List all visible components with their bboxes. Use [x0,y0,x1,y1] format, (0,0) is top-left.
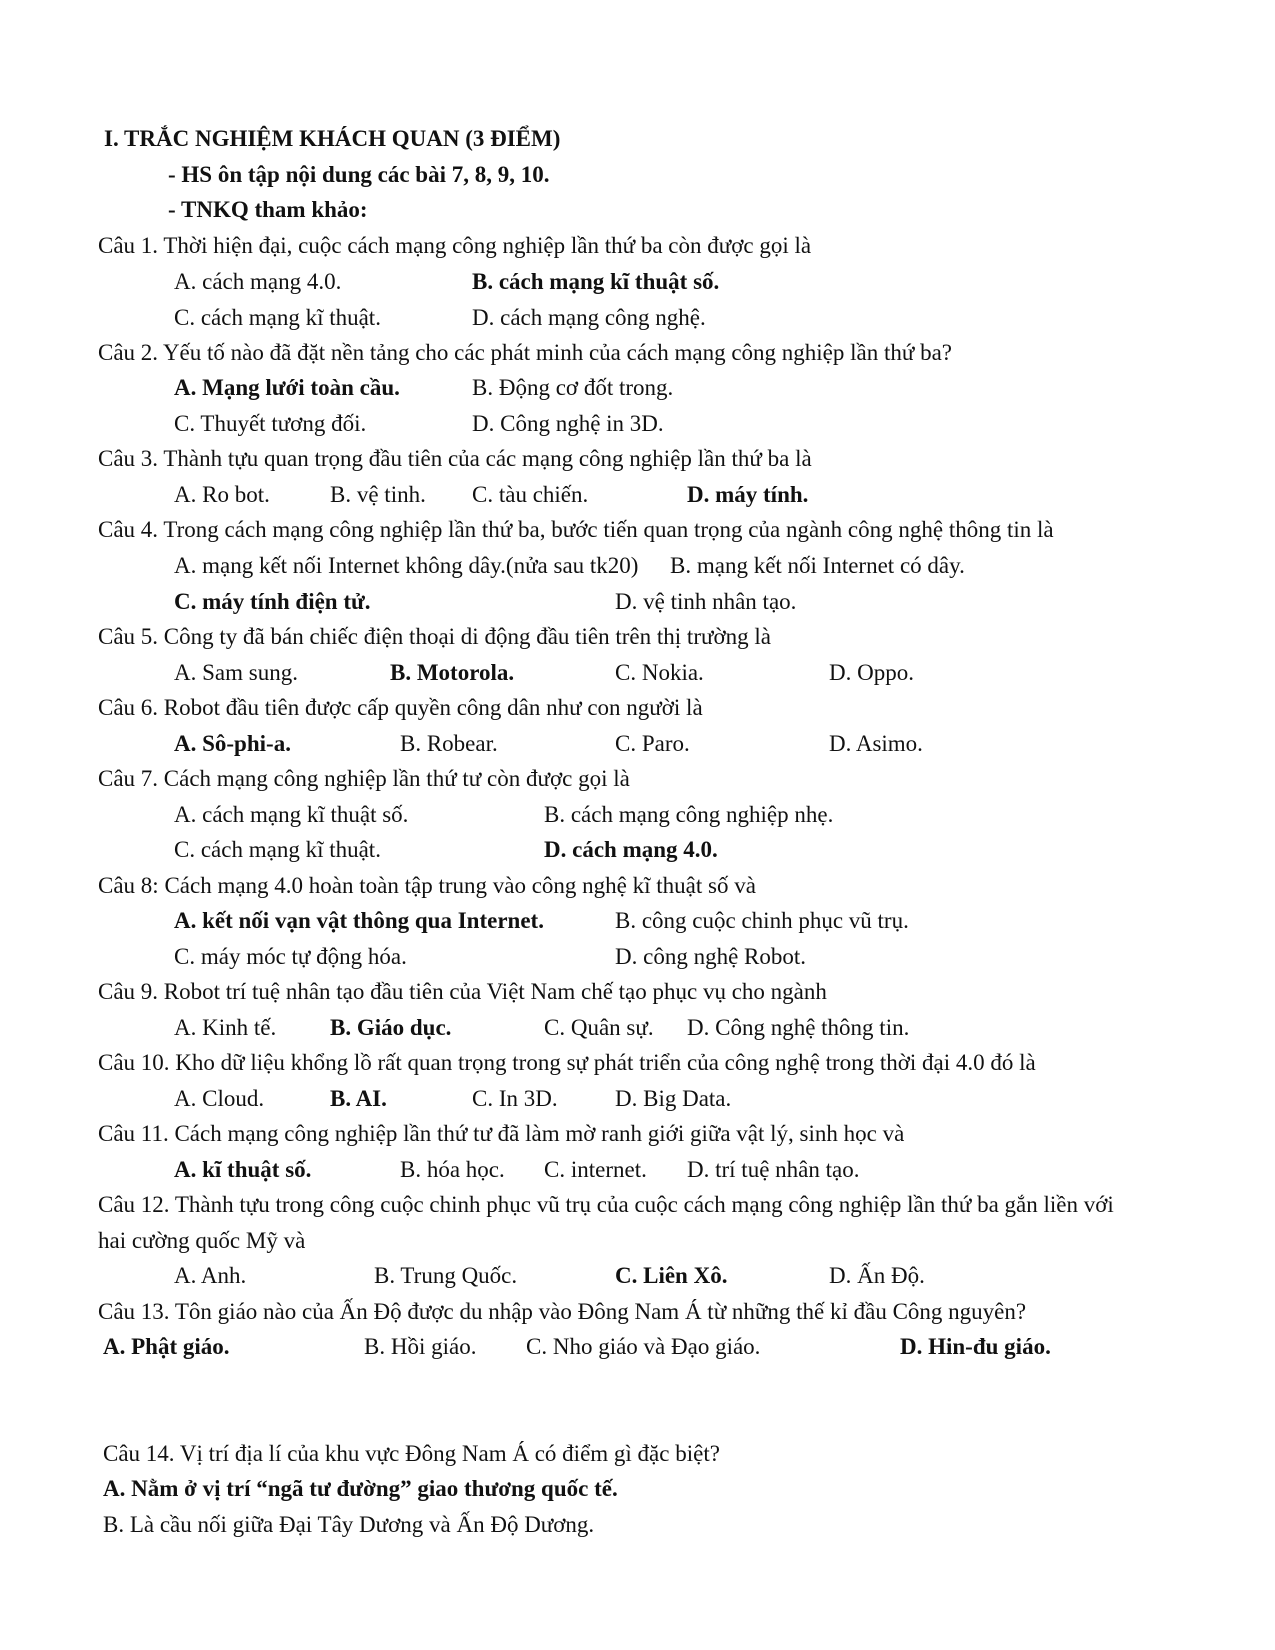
question-10-option-a: A. Cloud. [174,1086,265,1111]
question-1-option-a: A. cách mạng 4.0. [174,269,342,294]
question-9-option-d: D. Công nghệ thông tin. [687,1015,910,1040]
question-13-option-b: B. Hồi giáo. [364,1334,477,1359]
question-12-stem: Câu 12. Thành tựu trong công cuộc chinh phục vũ trụ của cuộc cách mạng công nghiệp lần thứ ba gắn liền với [98,1192,1114,1217]
question-2-option-d: D. Công nghệ in 3D. [472,411,664,436]
question-10-option-d: D. Big Data. [615,1086,732,1111]
question-12-option-c: C. Liên Xô. [615,1263,728,1288]
question-7-stem: Câu 7. Cách mạng công nghiệp lần thứ tư còn được gọi là [98,766,630,791]
question-3-option-c: C. tàu chiến. [472,482,589,507]
question-8-stem: Câu 8: Cách mạng 4.0 hoàn toàn tập trung vào công nghệ kĩ thuật số và [98,873,756,898]
question-9-option-c: C. Quân sự. [544,1015,654,1040]
question-7-option-a: A. cách mạng kĩ thuật số. [174,802,409,827]
question-13-option-d: D. Hin-đu giáo. [900,1334,1051,1359]
question-8-option-d: D. công nghệ Robot. [615,944,807,969]
question-10-stem: Câu 10. Kho dữ liệu khổng lồ rất quan trọng trong sự phát triển của công nghệ trong thời đại 4.0 đó là [98,1050,1036,1075]
question-8-option-b: B. công cuộc chinh phục vũ trụ. [615,908,909,933]
question-12-option-d: D. Ấn Độ. [829,1263,925,1288]
question-5-option-d: D. Oppo. [829,660,914,685]
question-11-option-a: A. kĩ thuật số. [174,1157,312,1182]
question-9-option-b: B. Giáo dục. [330,1015,452,1040]
question-12-stem-continued: hai cường quốc Mỹ và [98,1228,306,1253]
note-review: - HS ôn tập nội dung các bài 7, 8, 9, 10. [168,162,550,187]
question-11-option-c: C. internet. [544,1157,647,1182]
question-6-option-b: B. Robear. [400,731,498,756]
question-11-option-b: B. hóa học. [400,1157,505,1182]
question-1-option-d: D. cách mạng công nghệ. [472,305,706,330]
question-13-option-c: C. Nho giáo và Đạo giáo. [526,1334,761,1359]
question-7-option-b: B. cách mạng công nghiệp nhẹ. [544,802,834,827]
question-4-option-d: D. vệ tinh nhân tạo. [615,589,797,614]
question-6-stem: Câu 6. Robot đầu tiên được cấp quyền công dân như con người là [98,695,703,720]
question-2-option-c: C. Thuyết tương đối. [174,411,367,436]
question-9-stem: Câu 9. Robot trí tuệ nhân tạo đầu tiên của Việt Nam chế tạo phục vụ cho ngành [98,979,827,1004]
question-13-option-a: A. Phật giáo. [103,1334,230,1359]
question-3-option-a: A. Ro bot. [174,482,270,507]
question-2-option-b: B. Động cơ đốt trong. [472,375,674,400]
section-title: I. TRẮC NGHIỆM KHÁCH QUAN (3 ĐIỂM) [104,126,561,151]
question-11-option-d: D. trí tuệ nhân tạo. [687,1157,860,1182]
question-12-option-b: B. Trung Quốc. [374,1263,518,1288]
note-reference: - TNKQ tham khảo: [168,197,368,222]
question-5-option-b: B. Motorola. [390,660,515,685]
question-8-option-c: C. máy móc tự động hóa. [174,944,407,969]
question-14-stem: Câu 14. Vị trí địa lí của khu vực Đông Nam Á có điểm gì đặc biệt? [103,1441,720,1466]
question-8-option-a: A. kết nối vạn vật thông qua Internet. [174,908,544,933]
question-10-option-b: B. AI. [330,1086,387,1111]
question-1-stem: Câu 1. Thời hiện đại, cuộc cách mạng công nghiệp lần thứ ba còn được gọi là [98,233,812,258]
question-4-option-a: A. mạng kết nối Internet không dây.(nửa sau tk20) [174,553,639,578]
question-14-option-b: B. Là cầu nối giữa Đại Tây Dương và Ấn Độ Dương. [103,1512,595,1537]
question-1-option-c: C. cách mạng kĩ thuật. [174,305,381,330]
question-9-option-a: A. Kinh tế. [174,1015,277,1040]
question-4-option-c: C. máy tính điện tử. [174,589,371,614]
question-12-option-a: A. Anh. [174,1263,247,1288]
question-5-option-a: A. Sam sung. [174,660,298,685]
question-2-stem: Câu 2. Yếu tố nào đã đặt nền tảng cho các phát minh của cách mạng công nghiệp lần thứ ba? [98,340,953,365]
question-10-option-c: C. In 3D. [472,1086,558,1111]
question-2-option-a: A. Mạng lưới toàn cầu. [174,375,400,400]
question-6-option-a: A. Sô-phi-a. [174,731,291,756]
question-5-stem: Câu 5. Công ty đã bán chiếc điện thoại di động đầu tiên trên thị trường là [98,624,771,649]
question-1-option-b: B. cách mạng kĩ thuật số. [472,269,720,294]
question-6-option-d: D. Asimo. [829,731,923,756]
question-13-stem: Câu 13. Tôn giáo nào của Ấn Độ được du nhập vào Đông Nam Á từ những thế kỉ đầu Công nguyên? [98,1299,1027,1324]
question-11-stem: Câu 11. Cách mạng công nghiệp lần thứ tư đã làm mờ ranh giới giữa vật lý, sinh học và [98,1121,905,1146]
question-7-option-d: D. cách mạng 4.0. [544,837,718,862]
question-3-stem: Câu 3. Thành tựu quan trọng đầu tiên của các mạng công nghiệp lần thứ ba là [98,446,812,471]
question-6-option-c: C. Paro. [615,731,690,756]
question-14-option-a: A. Nằm ở vị trí “ngã tư đường” giao thương quốc tế. [103,1476,618,1501]
question-3-option-d: D. máy tính. [687,482,809,507]
question-4-stem: Câu 4. Trong cách mạng công nghiệp lần thứ ba, bước tiến quan trọng của ngành công nghệ thông tin là [98,517,1054,542]
question-4-option-b: B. mạng kết nối Internet có dây. [670,553,965,578]
question-5-option-c: C. Nokia. [615,660,704,685]
question-7-option-c: C. cách mạng kĩ thuật. [174,837,381,862]
question-3-option-b: B. vệ tinh. [330,482,426,507]
